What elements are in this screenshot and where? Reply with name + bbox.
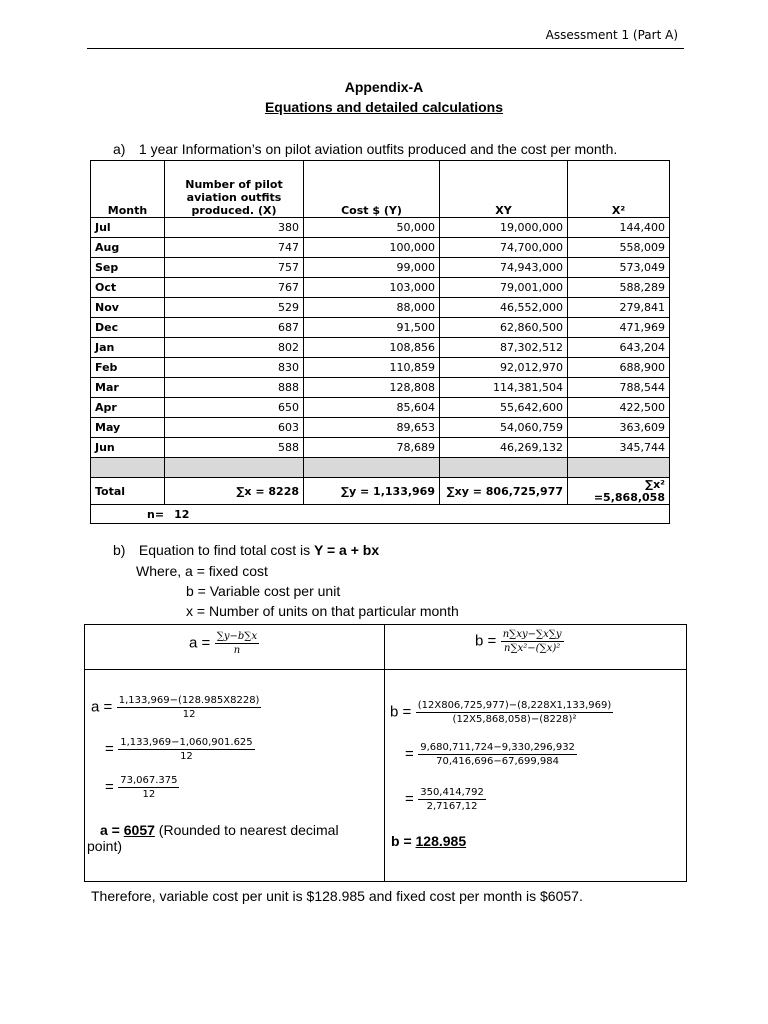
total-row bbox=[91, 478, 670, 505]
calc-b-lhs: b = bbox=[390, 703, 412, 721]
where-line: Where, a = fixed cost bbox=[136, 563, 268, 579]
value-cell: 55,642,600 bbox=[440, 398, 568, 418]
month-cell: Oct bbox=[91, 278, 165, 298]
blank-cell bbox=[165, 458, 304, 478]
calc-b-result bbox=[391, 833, 466, 849]
month-cell: Sep bbox=[91, 258, 165, 278]
formula-b-denominator: n∑x²−(∑x)² bbox=[504, 643, 561, 654]
blank-cell bbox=[91, 458, 165, 478]
value-cell: 757 bbox=[165, 258, 304, 278]
header-xy: XY bbox=[440, 161, 568, 218]
value-cell: 588 bbox=[165, 438, 304, 458]
formula-b-numerator: n∑xy−∑x∑y bbox=[502, 629, 562, 640]
calc-b-step1 bbox=[390, 700, 613, 725]
calc-b-step3-den: 2,7167,12 bbox=[426, 801, 478, 812]
production-cost-table bbox=[90, 160, 670, 524]
calc-b-step3-num: 350,414,792 bbox=[420, 787, 484, 798]
header-y: Cost $ (Y) bbox=[304, 161, 440, 218]
calc-a-lhs: a = bbox=[91, 698, 113, 716]
table-row bbox=[91, 398, 670, 418]
value-cell: 802 bbox=[165, 338, 304, 358]
table-row bbox=[91, 258, 670, 278]
value-cell: 603 bbox=[165, 418, 304, 438]
value-cell: 89,653 bbox=[304, 418, 440, 438]
calc-b-step3-fraction bbox=[418, 787, 486, 812]
value-cell: 87,302,512 bbox=[440, 338, 568, 358]
value-cell: 110,859 bbox=[304, 358, 440, 378]
value-cell: 78,689 bbox=[304, 438, 440, 458]
calc-b-step2 bbox=[405, 742, 577, 767]
blank-row bbox=[91, 458, 670, 478]
value-cell: 650 bbox=[165, 398, 304, 418]
a-result-value: 6057 bbox=[123, 822, 155, 838]
calc-a-step1 bbox=[91, 695, 261, 720]
month-cell: Nov bbox=[91, 298, 165, 318]
cost-equation: Y = a + bx bbox=[314, 542, 380, 558]
table-body bbox=[91, 218, 670, 524]
calc-a-step3-fraction bbox=[118, 775, 179, 800]
calc-a-step3-den: 12 bbox=[142, 789, 156, 800]
value-cell: 422,500 bbox=[568, 398, 670, 418]
value-cell: 345,744 bbox=[568, 438, 670, 458]
calc-a-step2-den: 12 bbox=[180, 751, 193, 762]
value-cell: 108,856 bbox=[304, 338, 440, 358]
value-cell: 79,001,000 bbox=[440, 278, 568, 298]
value-cell: 588,289 bbox=[568, 278, 670, 298]
value-cell: 74,943,000 bbox=[440, 258, 568, 278]
calc-b-step2-num: 9,680,711,724−9,330,296,932 bbox=[420, 742, 575, 753]
calc-a-step2-fraction bbox=[118, 737, 254, 762]
value-cell: 54,060,759 bbox=[440, 418, 568, 438]
a-result-label: a = bbox=[100, 822, 120, 838]
conclusion: Therefore, variable cost per unit is $128.985 and fixed cost per month is $6057. bbox=[91, 888, 583, 904]
section-b-text: Equation to find total cost is bbox=[138, 542, 314, 558]
value-cell: 144,400 bbox=[568, 218, 670, 238]
value-cell: 114,381,504 bbox=[440, 378, 568, 398]
total-cell: ∑xy = 806,725,977 bbox=[440, 478, 568, 505]
value-cell: 380 bbox=[165, 218, 304, 238]
calc-a-eq2: = bbox=[105, 740, 114, 758]
value-cell: 50,000 bbox=[304, 218, 440, 238]
header-rule bbox=[87, 48, 684, 49]
month-cell: Mar bbox=[91, 378, 165, 398]
value-cell: 85,604 bbox=[304, 398, 440, 418]
calc-a-step2-num: 1,133,969−1,060,901.625 bbox=[120, 737, 253, 748]
month-cell: Jun bbox=[91, 438, 165, 458]
value-cell: 529 bbox=[165, 298, 304, 318]
section-b-label: b) bbox=[113, 542, 126, 558]
header-x2: X² bbox=[568, 161, 670, 218]
calc-b-step1-fraction bbox=[416, 700, 614, 725]
calc-b-step1-den: (12X5,868,058)−(8228)² bbox=[452, 714, 577, 725]
calc-a-result bbox=[100, 822, 339, 838]
calc-a-eq3: = bbox=[105, 778, 114, 796]
value-cell: 788,544 bbox=[568, 378, 670, 398]
calc-b-step1-num: (12X806,725,977)−(8,228X1,133,969) bbox=[417, 700, 612, 711]
calc-a-step1-num: 1,133,969−(128.985X8228) bbox=[118, 695, 260, 706]
n-row bbox=[91, 505, 670, 524]
value-cell: 19,000,000 bbox=[440, 218, 568, 238]
value-cell: 643,204 bbox=[568, 338, 670, 358]
calc-a-step3-num: 73,067.375 bbox=[120, 775, 178, 786]
table-row bbox=[91, 438, 670, 458]
table-row bbox=[91, 278, 670, 298]
total-label: Total bbox=[91, 478, 165, 505]
formula-a-fraction bbox=[215, 631, 259, 656]
value-cell: 46,552,000 bbox=[440, 298, 568, 318]
formula-b-lhs: b = bbox=[475, 632, 497, 650]
blank-cell bbox=[440, 458, 568, 478]
value-cell: 128,808 bbox=[304, 378, 440, 398]
month-cell: Jan bbox=[91, 338, 165, 358]
value-cell: 100,000 bbox=[304, 238, 440, 258]
calc-b-step3 bbox=[405, 787, 486, 812]
section-b-line1 bbox=[113, 542, 379, 558]
table-row bbox=[91, 358, 670, 378]
calc-b-step2-den: 70,416,696−67,699,984 bbox=[436, 756, 560, 767]
value-cell: 62,860,500 bbox=[440, 318, 568, 338]
total-cell: ∑x = 8228 bbox=[165, 478, 304, 505]
value-cell: 46,269,132 bbox=[440, 438, 568, 458]
value-cell: 88,000 bbox=[304, 298, 440, 318]
table-row bbox=[91, 378, 670, 398]
value-cell: 888 bbox=[165, 378, 304, 398]
value-cell: 767 bbox=[165, 278, 304, 298]
calc-a-step3 bbox=[105, 775, 179, 800]
b-definition: b = Variable cost per unit bbox=[186, 583, 341, 599]
formula-a-numerator: ∑y−b∑x bbox=[216, 631, 258, 642]
value-cell: 471,969 bbox=[568, 318, 670, 338]
n-label: n= bbox=[147, 507, 165, 521]
value-cell: 687 bbox=[165, 318, 304, 338]
table-row bbox=[91, 418, 670, 438]
formula-a-lhs: a = bbox=[189, 634, 211, 652]
value-cell: 747 bbox=[165, 238, 304, 258]
a-result-note2: point) bbox=[87, 838, 123, 854]
appendix-title: Appendix-A bbox=[344, 79, 424, 95]
value-cell: 99,000 bbox=[304, 258, 440, 278]
value-cell: 830 bbox=[165, 358, 304, 378]
month-cell: Dec bbox=[91, 318, 165, 338]
value-cell: 688,900 bbox=[568, 358, 670, 378]
header-x: Number of pilot aviation outfits produced. (X) bbox=[165, 161, 304, 218]
section-a-intro bbox=[113, 141, 617, 157]
n-cell bbox=[91, 505, 670, 524]
formula-a bbox=[189, 631, 259, 656]
value-cell: 74,700,000 bbox=[440, 238, 568, 258]
table-row bbox=[91, 318, 670, 338]
formula-b-fraction bbox=[501, 629, 564, 654]
value-cell: 103,000 bbox=[304, 278, 440, 298]
box-vertical-divider bbox=[384, 625, 385, 881]
calculation-box bbox=[84, 624, 687, 882]
document-header: Assessment 1 (Part A) bbox=[545, 28, 678, 42]
x-definition: x = Number of units on that particular month bbox=[186, 603, 459, 619]
table-row bbox=[91, 338, 670, 358]
value-cell: 363,609 bbox=[568, 418, 670, 438]
calc-a-step2 bbox=[105, 737, 255, 762]
month-cell: Feb bbox=[91, 358, 165, 378]
blank-cell bbox=[304, 458, 440, 478]
table-row bbox=[91, 218, 670, 238]
formula-b bbox=[475, 629, 564, 654]
total-cell: ∑x² =5,868,058 bbox=[568, 478, 670, 505]
header-month: Month bbox=[91, 161, 165, 218]
appendix-subtitle: Equations and detailed calculations bbox=[264, 99, 504, 115]
calc-a-step1-den: 12 bbox=[182, 709, 196, 720]
box-horizontal-divider bbox=[85, 669, 686, 670]
value-cell: 92,012,970 bbox=[440, 358, 568, 378]
month-cell: May bbox=[91, 418, 165, 438]
value-cell: 279,841 bbox=[568, 298, 670, 318]
section-a-label: a) bbox=[113, 141, 126, 157]
a-result-note: (Rounded to nearest decimal bbox=[158, 822, 339, 838]
calc-b-eq3: = bbox=[405, 790, 414, 808]
month-cell: Apr bbox=[91, 398, 165, 418]
calc-a-step1-fraction bbox=[117, 695, 262, 720]
value-cell: 91,500 bbox=[304, 318, 440, 338]
section-a-text: 1 year Information’s on pilot aviation outfits produced and the cost per month. bbox=[138, 141, 618, 157]
n-value: 12 bbox=[174, 507, 190, 521]
table-row bbox=[91, 298, 670, 318]
table-row bbox=[91, 238, 670, 258]
value-cell: 558,009 bbox=[568, 238, 670, 258]
formula-a-denominator: n bbox=[233, 645, 241, 656]
table-header-row bbox=[91, 161, 670, 218]
month-cell: Jul bbox=[91, 218, 165, 238]
month-cell: Aug bbox=[91, 238, 165, 258]
calc-b-step2-fraction bbox=[418, 742, 577, 767]
calc-b-eq2: = bbox=[405, 745, 414, 763]
value-cell: 573,049 bbox=[568, 258, 670, 278]
total-cell: ∑y = 1,133,969 bbox=[304, 478, 440, 505]
blank-cell bbox=[568, 458, 670, 478]
b-result-value: 128.985 bbox=[415, 833, 467, 849]
b-result-label: b = bbox=[391, 833, 412, 849]
